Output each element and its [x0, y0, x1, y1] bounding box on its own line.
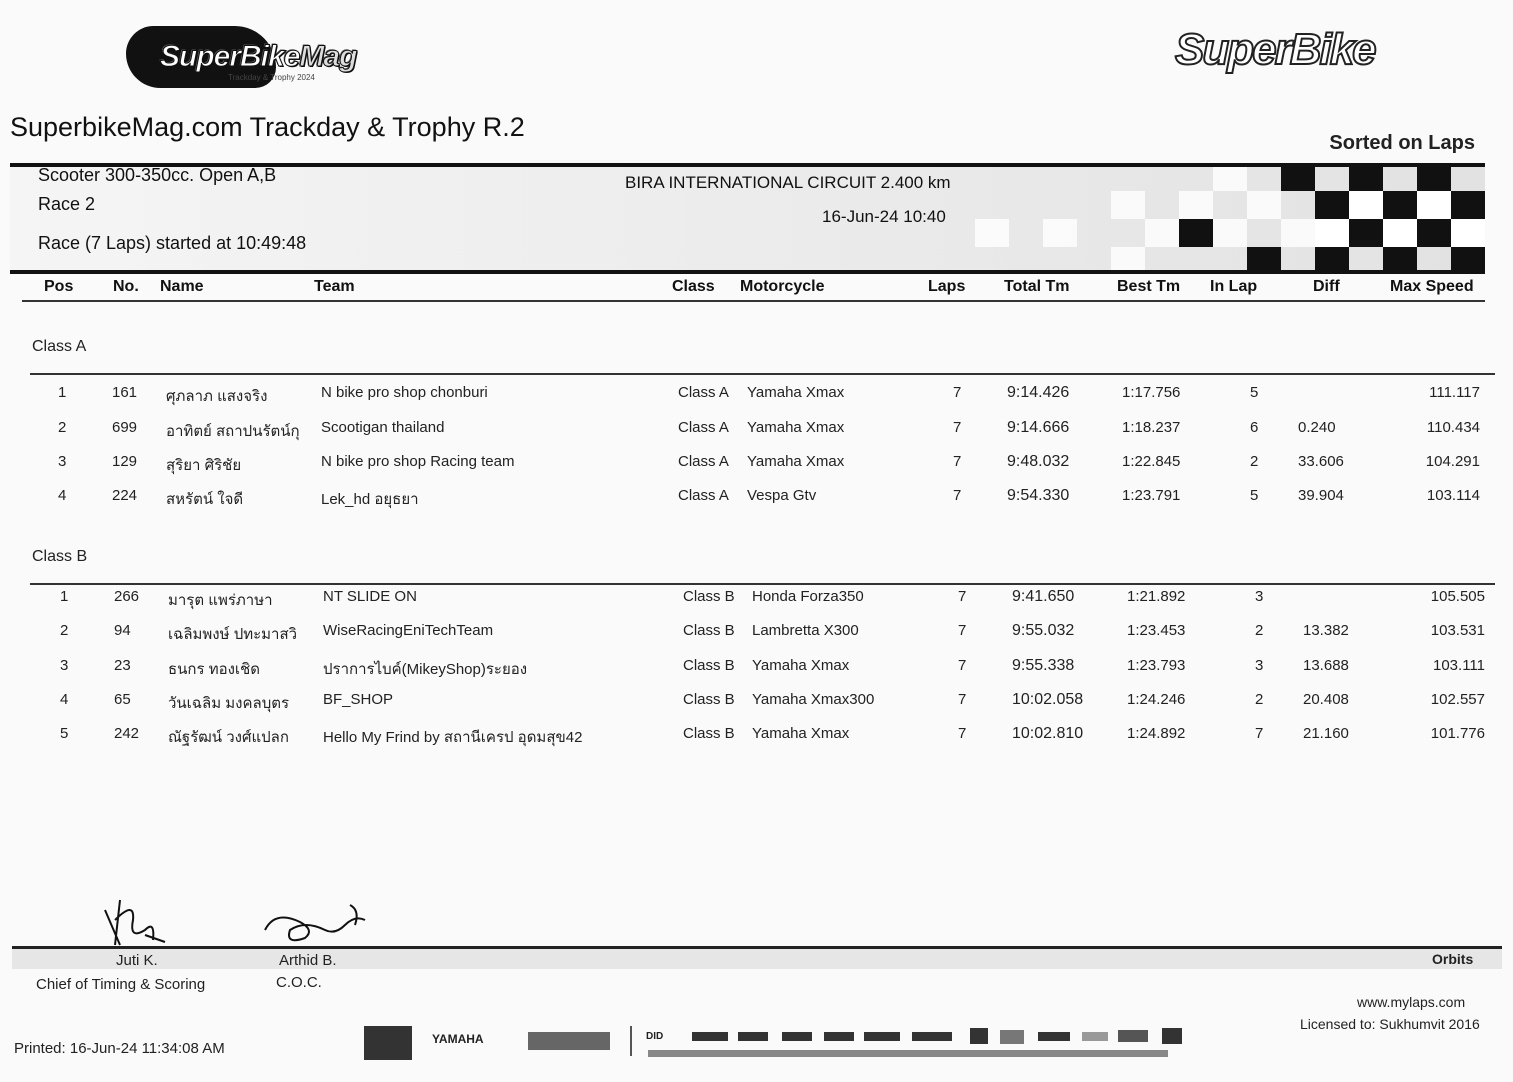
signature-arthid — [255, 900, 375, 950]
col-header-total-time: Total Tm — [1004, 278, 1070, 295]
cell-laps: 7 — [958, 622, 967, 639]
cell-motorcycle: Yamaha Xmax — [747, 419, 845, 436]
col-header-in-lap: In Lap — [1210, 278, 1258, 295]
table-row — [0, 384, 1500, 406]
cell-class: Class B — [683, 588, 735, 605]
cell-class: Class B — [683, 657, 735, 674]
cell-total: 9:48.032 — [1007, 453, 1070, 470]
cell-motorcycle: Yamaha Xmax300 — [752, 691, 875, 708]
cell-inlap: 2 — [1255, 691, 1264, 708]
sponsor-logo-16 — [1162, 1028, 1182, 1044]
sponsor-logo-11 — [970, 1028, 988, 1044]
cell-speed: 104.291 — [1425, 453, 1480, 470]
cell-pos: 4 — [58, 487, 67, 504]
race-number: Race 2 — [38, 194, 96, 214]
event-category: Scooter 300-350cc. Open A,B — [38, 165, 277, 185]
mylaps-url: www.mylaps.com — [1357, 994, 1466, 1010]
cell-inlap: 5 — [1250, 384, 1259, 401]
cell-inlap: 7 — [1255, 725, 1264, 742]
cell-laps: 7 — [953, 419, 962, 436]
yamaha-logo: YAMAHA — [432, 1032, 484, 1046]
cell-pos: 1 — [60, 588, 69, 605]
sponsor-logo-7 — [782, 1032, 812, 1041]
cell-best: 1:23.793 — [1127, 657, 1186, 674]
table-row — [0, 725, 1500, 747]
cell-name: อาทิตย์ สถาปนรัตน์กุ — [166, 423, 300, 440]
table-row — [0, 487, 1500, 509]
cell-best: 1:23.453 — [1127, 622, 1186, 639]
cell-laps: 7 — [958, 657, 967, 674]
cell-laps: 7 — [953, 487, 962, 504]
sponsor-logo-3 — [528, 1032, 610, 1050]
cell-name: เฉลิมพงษ์ ปทะมาสวิ — [168, 626, 298, 643]
table-row — [0, 691, 1500, 713]
orbits-label: Orbits — [1432, 951, 1474, 967]
col-header-laps: Laps — [928, 278, 966, 295]
cell-class: Class B — [683, 622, 735, 639]
cell-speed: 103.111 — [1433, 657, 1485, 674]
page-title: SuperbikeMag.com Trackday & Trophy R.2 — [10, 112, 525, 142]
signer1-name: Juti K. — [116, 952, 158, 969]
col-header-pos: Pos — [44, 278, 74, 295]
cell-team: Scootigan thailand — [321, 419, 445, 436]
superbikemag-logo: SuperBikeMag Trackday & Trophy 2024 — [120, 18, 360, 100]
printed-timestamp: Printed: 16-Jun-24 11:34:08 AM — [14, 1040, 225, 1057]
cell-team: N bike pro shop chonburi — [321, 384, 488, 401]
table-row — [0, 588, 1500, 610]
cell-speed: 101.776 — [1430, 725, 1485, 742]
cell-pos: 2 — [58, 419, 67, 436]
cell-name: มารุต แพร่ภาษา — [168, 592, 273, 609]
footer-band — [12, 949, 1502, 969]
cell-diff: 13.688 — [1303, 657, 1349, 674]
cell-diff: 13.382 — [1303, 622, 1349, 639]
signature-juti — [95, 890, 185, 950]
license-text: Licensed to: Sukhumvit 2016 — [1300, 1016, 1480, 1032]
cell-speed: 103.114 — [1426, 487, 1480, 504]
table-row — [0, 453, 1500, 475]
cell-team: WiseRacingEniTechTeam — [323, 622, 494, 639]
cell-best: 1:24.246 — [1127, 691, 1186, 708]
sponsor-logo-6 — [738, 1032, 768, 1041]
footer-divider — [12, 946, 1502, 949]
cell-no: 161 — [112, 384, 138, 401]
cell-speed: 111.117 — [1429, 384, 1480, 401]
cell-total: 10:02.810 — [1012, 725, 1084, 742]
cell-inlap: 5 — [1250, 487, 1259, 504]
cell-name: สุริยา ศิริชัย — [166, 457, 242, 474]
cell-motorcycle: Yamaha Xmax — [747, 384, 845, 401]
sponsor-logo-9 — [864, 1032, 900, 1041]
col-header-diff: Diff — [1313, 278, 1340, 295]
table-row — [0, 657, 1500, 679]
cell-speed: 102.557 — [1430, 691, 1485, 708]
cell-best: 1:18.237 — [1122, 419, 1181, 436]
cell-no: 129 — [112, 453, 138, 470]
cell-pos: 4 — [60, 691, 69, 708]
class-group-title: Class B — [32, 548, 88, 565]
cell-laps: 7 — [953, 453, 962, 470]
col-header-no: No. — [113, 278, 139, 295]
checkered-flag-graphic — [955, 167, 1485, 270]
cell-no: 224 — [112, 487, 138, 504]
class-group-divider — [30, 373, 1495, 375]
cell-total: 9:41.650 — [1012, 588, 1075, 605]
col-header-team: Team — [314, 278, 355, 295]
sponsor-logo-14 — [1082, 1032, 1108, 1041]
cell-no: 23 — [114, 657, 131, 674]
cell-total: 9:55.032 — [1012, 622, 1075, 639]
class-group-title: Class A — [32, 338, 87, 355]
signer1-role: Chief of Timing & Scoring — [36, 976, 206, 993]
cell-motorcycle: Yamaha Xmax — [752, 657, 850, 674]
cell-team: N bike pro shop Racing team — [321, 453, 515, 470]
cell-laps: 7 — [958, 588, 967, 605]
cell-team: Lek_hd อยุธยา — [321, 491, 419, 508]
cell-motorcycle: Vespa Gtv — [747, 487, 817, 504]
cell-total: 9:14.426 — [1007, 384, 1070, 401]
cell-team: Hello My Frind by สถานีเครป อุดมสุข42 — [323, 729, 583, 746]
cell-motorcycle: Lambretta X300 — [752, 622, 859, 639]
cell-laps: 7 — [958, 691, 967, 708]
cell-diff: 20.408 — [1303, 691, 1349, 708]
cell-inlap: 3 — [1255, 657, 1264, 674]
cell-laps: 7 — [958, 725, 967, 742]
cell-speed: 103.531 — [1430, 622, 1485, 639]
cell-total: 10:02.058 — [1012, 691, 1084, 708]
cell-speed: 110.434 — [1426, 419, 1480, 436]
circuit-name: BIRA INTERNATIONAL CIRCUIT 2.400 km — [625, 173, 951, 192]
col-header-name: Name — [160, 278, 204, 295]
cell-pos: 3 — [60, 657, 69, 674]
cell-total: 9:55.338 — [1012, 657, 1075, 674]
cell-diff: 21.160 — [1303, 725, 1349, 742]
class-group-divider — [30, 583, 1495, 585]
cell-inlap: 2 — [1250, 453, 1259, 470]
sponsor-logo-8 — [824, 1032, 854, 1041]
superbike-logo: SuperBike — [1175, 25, 1375, 74]
cell-best: 1:22.845 — [1122, 453, 1181, 470]
cell-motorcycle: Honda Forza350 — [752, 588, 864, 605]
table-row — [0, 622, 1500, 644]
cell-class: Class A — [678, 419, 729, 436]
cell-pos: 3 — [58, 453, 67, 470]
cell-total: 9:14.666 — [1007, 419, 1070, 436]
cell-best: 1:17.756 — [1122, 384, 1181, 401]
cell-name: ณัฐรัฒน์ วงศ์แปลก — [168, 729, 289, 746]
cell-inlap: 6 — [1250, 419, 1259, 436]
cell-team: NT SLIDE ON — [323, 588, 417, 605]
cell-no: 266 — [114, 588, 140, 605]
cell-pos: 2 — [60, 622, 69, 639]
col-header-motorcycle: Motorcycle — [740, 278, 825, 295]
cell-name: วันเฉลิม มงคลบุตร — [168, 695, 290, 712]
cell-pos: 1 — [58, 384, 67, 401]
sponsor-logo-5 — [692, 1032, 728, 1041]
sponsor-logo-10 — [912, 1032, 952, 1041]
did-logo: DID — [646, 1031, 664, 1042]
signer2-name: Arthid B. — [279, 952, 337, 969]
event-date: 16-Jun-24 10:40 — [822, 207, 946, 226]
cell-no: 94 — [114, 622, 131, 639]
cell-diff: 39.904 — [1298, 487, 1344, 504]
cell-no: 65 — [114, 691, 131, 708]
cell-pos: 5 — [60, 725, 69, 742]
cell-name: สหรัตน์ ใจดี — [166, 491, 244, 508]
sponsor-logos-row-2 — [648, 1050, 1168, 1057]
event-header — [10, 163, 1485, 274]
table-row — [0, 419, 1500, 441]
cell-best: 1:24.892 — [1127, 725, 1186, 742]
race-info: Race (7 Laps) started at 10:49:48 — [38, 233, 307, 253]
cell-speed: 105.505 — [1430, 588, 1485, 605]
cell-name: ธนกร ทองเชิด — [168, 661, 260, 678]
cell-team: BF_SHOP — [323, 691, 394, 708]
cell-motorcycle: Yamaha Xmax — [752, 725, 850, 742]
cell-inlap: 3 — [1255, 588, 1264, 605]
sponsor-logo-12 — [1000, 1030, 1024, 1044]
cell-class: Class A — [678, 453, 729, 470]
cell-motorcycle: Yamaha Xmax — [747, 453, 845, 470]
cell-class: Class A — [678, 384, 729, 401]
cell-class: Class B — [683, 691, 735, 708]
header-divider — [22, 300, 1485, 302]
signer2-role: C.O.C. — [276, 974, 322, 991]
honda-logo — [364, 1026, 412, 1060]
cell-inlap: 2 — [1255, 622, 1264, 639]
cell-class: Class A — [678, 487, 729, 504]
cell-name: ศุภลาภ แสงจริง — [166, 388, 268, 405]
sponsor-logo-15 — [1118, 1030, 1148, 1042]
sort-label: Sorted on Laps — [1329, 132, 1475, 154]
cell-no: 699 — [112, 419, 138, 436]
cell-best: 1:21.892 — [1127, 588, 1186, 605]
cell-team: ปราการไบค์(MikeyShop)ระยอง — [323, 661, 528, 678]
sponsor-strip — [362, 1022, 1192, 1064]
cell-class: Class B — [683, 725, 735, 742]
cell-best: 1:23.791 — [1122, 487, 1181, 504]
cell-diff: 33.606 — [1298, 453, 1344, 470]
cell-no: 242 — [114, 725, 140, 742]
col-header-max-speed: Max Speed — [1390, 278, 1474, 295]
sponsor-logo-13 — [1038, 1032, 1070, 1041]
cell-laps: 7 — [953, 384, 962, 401]
col-header-best-time: Best Tm — [1117, 278, 1181, 295]
col-header-class: Class — [672, 278, 715, 295]
cell-diff: 0.240 — [1298, 419, 1336, 436]
cell-total: 9:54.330 — [1007, 487, 1070, 504]
sponsor-divider — [630, 1026, 632, 1056]
